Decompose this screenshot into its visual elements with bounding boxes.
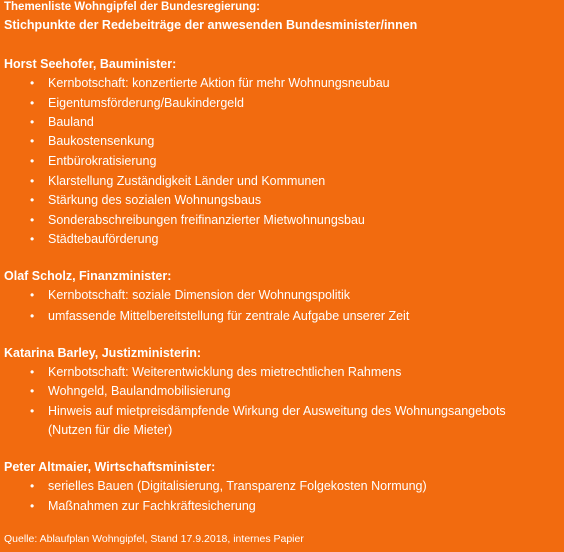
- list-item-text: Entbürokratisierung: [48, 154, 157, 168]
- list-item-text: Wohngeld, Baulandmobilisierung: [48, 384, 231, 398]
- bullet-icon: •: [30, 115, 35, 129]
- bullet-icon: •: [30, 499, 35, 513]
- list-item-text: Kernbotschaft: Weiterentwicklung des mietrechtlichen Rahmens: [48, 365, 402, 379]
- list-item-text: Maßnahmen zur Fachkräftesicherung: [48, 499, 256, 513]
- list-item-text: Klarstellung Zuständigkeit Länder und Kommunen: [48, 174, 326, 188]
- bullet-icon: •: [30, 134, 35, 148]
- list-item-text: Eigentumsförderung/Baukindergeld: [48, 96, 244, 110]
- list-item-text: Kernbotschaft: konzertierte Aktion für mehr Wohnungsneubau: [48, 76, 390, 90]
- bullet-icon: •: [30, 309, 35, 323]
- list-item-text: Städtebauförderung: [48, 232, 159, 246]
- list-item-text: umfassende Mittelbereitstellung für zentrale Aufgabe unserer Zeit: [48, 309, 410, 323]
- document-subtitle: Stichpunkte der Redebeiträge der anwesenden Bundesminister/innen: [4, 18, 418, 32]
- bullet-icon: •: [30, 288, 35, 302]
- bullet-icon: •: [30, 174, 35, 188]
- list-item-text: Bauland: [48, 115, 94, 129]
- list-item-text: Baukostensenkung: [48, 134, 155, 148]
- bullet-icon: •: [30, 232, 35, 246]
- bullet-icon: •: [30, 193, 35, 207]
- bullet-icon: •: [30, 76, 35, 90]
- bullet-icon: •: [30, 365, 35, 379]
- list-item-continuation: (Nutzen für die Mieter): [48, 423, 173, 437]
- minister-heading-barley: Katarina Barley, Justizministerin:: [4, 346, 202, 360]
- list-item-text: serielles Bauen (Digitalisierung, Transparenz Folgekosten Normung): [48, 479, 427, 493]
- list-item-text: Kernbotschaft: soziale Dimension der Wohnungspolitik: [48, 288, 351, 302]
- minister-heading-altmaier: Peter Altmaier, Wirtschaftsminister:: [4, 460, 216, 474]
- bullet-icon: •: [30, 154, 35, 168]
- list-item-text: Hinweis auf mietpreisdämpfende Wirkung der Ausweitung des Wohnungsangebots: [48, 404, 506, 418]
- minister-heading-seehofer: Horst Seehofer, Bauminister:: [4, 57, 177, 71]
- list-item-text: Sonderabschreibungen freifinanzierter Mietwohnungsbau: [48, 213, 365, 227]
- minister-heading-scholz: Olaf Scholz, Finanzminister:: [4, 269, 172, 283]
- bullet-icon: •: [30, 404, 35, 418]
- document-title: Themenliste Wohngipfel der Bundesregierung:: [4, 1, 261, 13]
- bullet-icon: •: [30, 96, 35, 110]
- bullet-icon: •: [30, 384, 35, 398]
- bullet-icon: •: [30, 479, 35, 493]
- bullet-icon: •: [30, 213, 35, 227]
- list-item-text: Stärkung des sozialen Wohnungsbaus: [48, 193, 262, 207]
- source-note: Quelle: Ablaufplan Wohngipfel, Stand 17.9.2018, internes Papier: [4, 533, 304, 545]
